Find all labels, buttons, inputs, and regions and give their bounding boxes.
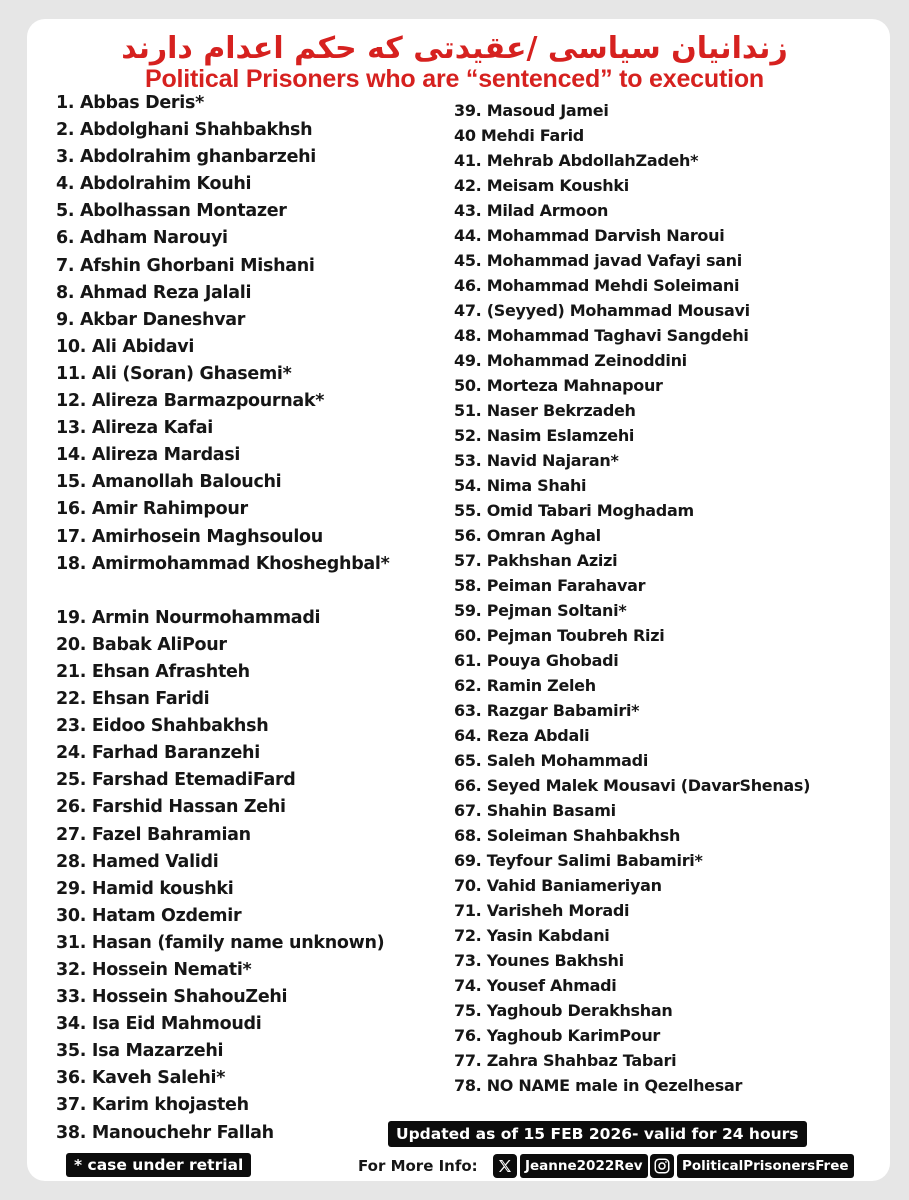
prisoner-list-item: 66. Seyed Malek Mousavi (DavarShenas) — [454, 776, 811, 795]
prisoner-list-item: 18. Amirmohammad Khosheghbal* — [56, 553, 390, 574]
prisoner-list-item: 14. Alireza Mardasi — [56, 445, 241, 466]
x-logo-icon — [493, 1154, 517, 1178]
prisoner-list-left — [56, 90, 406, 1147]
prisoner-list-item: 77. Zahra Shahbaz Tabari — [454, 1051, 677, 1070]
prisoner-list-item: 69. Teyfour Salimi Babamiri* — [454, 851, 703, 870]
prisoner-list-item: 2. Abdolghani Shahbakhsh — [56, 120, 313, 141]
prisoner-list-item: 30. Hatam Ozdemir — [56, 905, 242, 926]
prisoner-list-item: 15. Amanollah Balouchi — [56, 472, 282, 493]
prisoner-list-item: 68. Soleiman Shahbakhsh — [454, 826, 681, 845]
prisoner-list-item: 64. Reza Abdali — [454, 726, 590, 745]
prisoner-list-item: 23. Eidoo Shahbakhsh — [56, 716, 269, 737]
prisoner-list-item: 37. Karim khojasteh — [56, 1095, 249, 1116]
prisoner-list-item: 20. Babak AliPour — [56, 634, 227, 655]
prisoner-list-item: 8. Ahmad Reza Jalali — [56, 282, 252, 303]
prisoner-list-item: 63. Razgar Babamiri* — [454, 701, 640, 720]
prisoner-list-item: 78. NO NAME male in Qezelhesar — [454, 1076, 743, 1095]
prisoner-list-item: 71. Varisheh Moradi — [454, 901, 630, 920]
title-persian: زندانیان سیاسی /عقیدتی که حکم اعدام دارند — [121, 31, 788, 66]
prisoner-list-item: 11. Ali (Soran) Ghasemi* — [56, 363, 292, 384]
prisoner-list-item: 9. Akbar Daneshvar — [56, 309, 246, 330]
updated-date-badge: Updated as of 15 FEB 2026- valid for 24 hours — [388, 1121, 807, 1147]
prisoner-list-item: 34. Isa Eid Mahmoudi — [56, 1014, 262, 1035]
prisoner-list-item: 61. Pouya Ghobadi — [454, 651, 619, 670]
prisoner-list-item: 47. (Seyyed) Mohammad Mousavi — [454, 301, 750, 320]
prisoner-list-item: 5. Abolhassan Montazer — [56, 201, 287, 222]
prisoner-list-item: 26. Farshid Hassan Zehi — [56, 797, 286, 818]
prisoner-list-item: 31. Hasan (family name unknown) — [56, 932, 385, 953]
instagram-handle-link[interactable] — [650, 1153, 854, 1179]
prisoner-list-item: 50. Morteza Mahnapour — [454, 376, 663, 395]
prisoner-list-item: 24. Farhad Baranzehi — [56, 743, 260, 764]
x-handle-link[interactable] — [493, 1153, 648, 1179]
prisoner-list-item: 6. Adham Narouyi — [56, 228, 228, 249]
prisoner-list-item: 33. Hossein ShahouZehi — [56, 987, 288, 1008]
prisoner-list-item: 45. Mohammad javad Vafayi sani — [454, 251, 742, 270]
prisoner-list-item: 12. Alireza Barmazpournak* — [56, 391, 325, 412]
prisoner-list-item: 28. Hamed Validi — [56, 851, 219, 872]
prisoner-list-item: 36. Kaveh Salehi* — [56, 1068, 226, 1089]
prisoner-list-item: 40 Mehdi Farid — [454, 126, 584, 145]
prisoner-list-item: 53. Navid Najaran* — [454, 451, 619, 470]
prisoner-list-item: 76. Yaghoub KarimPour — [454, 1026, 661, 1045]
instagram-handle-text: PoliticalPrisonersFree — [677, 1154, 854, 1178]
prisoner-list-item: 17. Amirhosein Maghsoulou — [56, 526, 323, 547]
prisoner-list-item: 72. Yasin Kabdani — [454, 926, 610, 945]
prisoner-list-item: 39. Masoud Jamei — [454, 101, 609, 120]
prisoner-list-item: 67. Shahin Basami — [454, 801, 616, 820]
prisoner-list-item: 10. Ali Abidavi — [56, 336, 195, 357]
prisoner-list-item: 19. Armin Nourmohammadi — [56, 607, 321, 628]
title-english: Political Prisoners who are “sentenced” to execution — [145, 65, 764, 93]
prisoner-list-item: 70. Vahid Baniameriyan — [454, 876, 662, 895]
more-info-label: For More Info: — [358, 1157, 478, 1175]
prisoner-list-item: 59. Pejman Soltani* — [454, 601, 627, 620]
prisoner-list-item: 16. Amir Rahimpour — [56, 499, 248, 520]
prisoner-list-item: 46. Mohammad Mehdi Soleimani — [454, 276, 740, 295]
prisoner-list-item: 56. Omran Aghal — [454, 526, 601, 545]
prisoner-list-item: 22. Ehsan Faridi — [56, 689, 210, 710]
prisoner-list-item: 55. Omid Tabari Moghadam — [454, 501, 694, 520]
prisoner-list-item: 25. Farshad EtemadiFard — [56, 770, 296, 791]
prisoner-list-item: 35. Isa Mazarzehi — [56, 1041, 224, 1062]
prisoner-list-item: 43. Milad Armoon — [454, 201, 609, 220]
prisoner-list-item: 3. Abdolrahim ghanbarzehi — [56, 147, 316, 168]
prisoner-list-item: 29. Hamid koushki — [56, 878, 234, 899]
prisoner-list-item: 7. Afshin Ghorbani Mishani — [56, 255, 315, 276]
prisoner-list-item: 54. Nima Shahi — [454, 476, 587, 495]
prisoner-list-item: 51. Naser Bekrzadeh — [454, 401, 636, 420]
prisoner-list-item: 74. Yousef Ahmadi — [454, 976, 617, 995]
prisoner-list-item: 42. Meisam Koushki — [454, 176, 629, 195]
prisoner-list-item: 4. Abdolrahim Kouhi — [56, 174, 252, 195]
prisoner-list-item: 58. Peiman Farahavar — [454, 576, 646, 595]
prisoner-list-right — [454, 98, 874, 1098]
prisoner-list-item: 44. Mohammad Darvish Naroui — [454, 226, 725, 245]
x-handle-text: Jeanne2022Rev — [520, 1154, 648, 1178]
prisoner-list-item: 48. Mohammad Taghavi Sangdehi — [454, 326, 749, 345]
prisoner-list-item: 38. Manouchehr Fallah — [56, 1122, 274, 1143]
prisoner-list-item: 60. Pejman Toubreh Rizi — [454, 626, 665, 645]
prisoner-list-item: 21. Ehsan Afrashteh — [56, 661, 250, 682]
prisoner-list-item: 13. Alireza Kafai — [56, 418, 213, 439]
prisoner-list-item: 52. Nasim Eslamzehi — [454, 426, 635, 445]
prisoner-list-item: 65. Saleh Mohammadi — [454, 751, 649, 770]
prisoner-list-item: 27. Fazel Bahramian — [56, 824, 251, 845]
prisoner-list-item: 41. Mehrab AbdollahZadeh* — [454, 151, 699, 170]
retrial-note-badge: * case under retrial — [66, 1153, 251, 1177]
prisoner-list-item: 75. Yaghoub Derakhshan — [454, 1001, 673, 1020]
prisoner-list-item: 62. Ramin Zeleh — [454, 676, 596, 695]
instagram-icon — [650, 1154, 674, 1178]
prisoner-list-item: 1. Abbas Deris* — [56, 93, 204, 113]
prisoner-list-item: 57. Pakhshan Azizi — [454, 551, 618, 570]
prisoner-list-item: 32. Hossein Nemati* — [56, 960, 252, 980]
prisoner-list-item: 49. Mohammad Zeinoddini — [454, 351, 687, 370]
prisoner-list-item: 73. Younes Bakhshi — [454, 951, 624, 970]
